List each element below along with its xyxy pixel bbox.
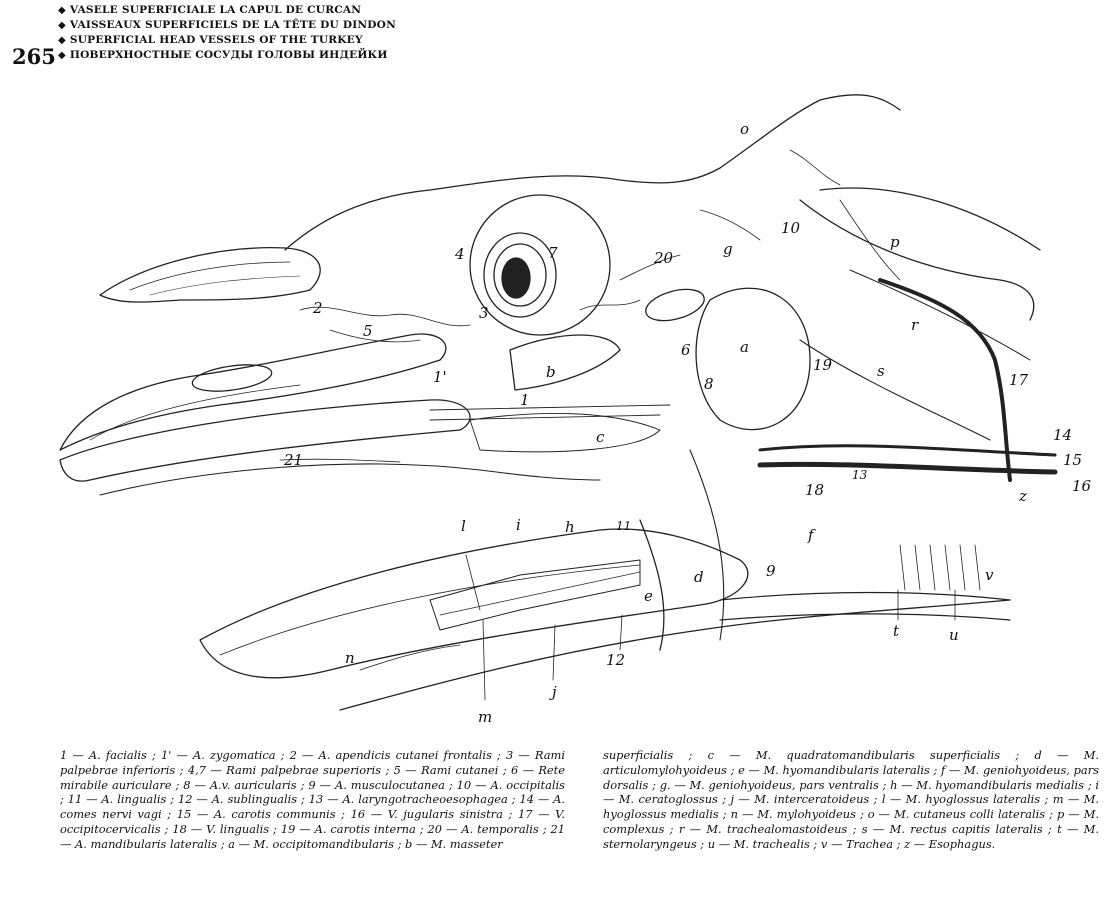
legend-right-column: superficialis ; c — M. quadratomandibularis superficialis ; d — M. articulomylohyoideus ; e — M. hyomandibularis lateralis ; f — M. geniohyoideus, pars dorsalis ; g. — M. geniohyoideus, pars ventralis ; h — M. hyomandibularis medialis ; i — M. ceratoglossus ; j — M. interceratoideus ; l — M. hyoglossus lateralis ; m — M. hyoglossus medialis ; n — M. mylohyoideus ; o — M. cutaneus colli lateralis ; p — M. complexus ; r — M. trachealomastoideus ; s — M. rectus capitis lateralis ; t — M. sternolaryngeus ; u — M. trachealis ; v — Trachea ; z — Esophagus. <box>603 748 1099 851</box>
head-outline <box>285 95 900 250</box>
vessel-15 <box>760 446 1055 455</box>
eye-orbit <box>470 195 610 335</box>
diamond-bullet-icon: ◆ <box>58 20 66 31</box>
label-o: o <box>740 120 750 138</box>
label-10: 10 <box>781 219 801 237</box>
diamond-bullet-icon: ◆ <box>58 5 66 16</box>
label-11: 11 <box>616 519 632 533</box>
label-17: 17 <box>1009 371 1029 389</box>
label-u: u <box>949 626 959 644</box>
label-e: e <box>644 587 653 605</box>
label-16: 16 <box>1072 477 1092 495</box>
label-p: p <box>890 233 900 251</box>
diamond-bullet-icon: ◆ <box>58 50 66 61</box>
label-1: 1 <box>520 391 530 409</box>
label-12: 12 <box>606 651 626 669</box>
label-3: 3 <box>479 304 489 322</box>
title-french <box>58 18 396 33</box>
label-8: 8 <box>704 375 714 393</box>
label-h: h <box>565 518 575 536</box>
neck-muscle-s <box>800 340 990 440</box>
label-15: 15 <box>1063 451 1083 469</box>
title-text: ПОВЕРХНОСТНЫЕ СОСУДЫ ГОЛОВЫ ИНДЕЙКИ <box>69 49 388 61</box>
label-21: 21 <box>284 451 304 469</box>
label-6: 6 <box>681 341 691 359</box>
diamond-bullet-icon: ◆ <box>58 35 66 46</box>
title-text: VASELE SUPERFICIALE LA CAPUL DE CURCAN <box>69 4 362 16</box>
label-b: b <box>546 363 556 381</box>
label-t: t <box>893 622 900 640</box>
label-m: m <box>478 708 493 726</box>
muscle-b <box>510 335 620 390</box>
vessel-16 <box>760 464 1055 472</box>
trachea <box>720 593 1010 601</box>
title-text: VAISSEAUX SUPERFICIELS DE LA TÊTE DU DINDON <box>69 19 396 31</box>
label-s: s <box>877 362 885 380</box>
throat-lower-edge <box>340 600 1010 710</box>
title-english <box>58 33 396 48</box>
label-r: r <box>911 316 919 334</box>
title-russian <box>58 48 396 63</box>
lower-mandible <box>200 529 748 678</box>
label-20: 20 <box>654 249 674 267</box>
label-c: c <box>596 428 605 446</box>
label-7: 7 <box>548 244 558 262</box>
label-j: j <box>552 683 557 701</box>
title-text: SUPERFICIAL HEAD VESSELS OF THE TURKEY <box>69 34 363 46</box>
label-1-prime: 1' <box>433 368 447 386</box>
plate-titles <box>58 3 396 63</box>
legend-left-column: 1 — A. facialis ; 1' — A. zygomatica ; 2 — A. apendicis cutanei frontalis ; 3 — Rami palpebrae inferioris ; 4,7 — Rami palpebrae superioris ; 5 — Rami cutanei ; 6 — Rete mirabile auriculare ; 8 — A.v. auricularis ; 9 — A. musculocutanea ; 10 — A. occipitalis ; 11 — A. lingualis ; 12 — A. sublingualis ; 13 — A. laryngotracheoesophagea ; 14 — A. comes nervi vagi ; 15 — A. carotis communis ; 16 — V. jugularis sinistra ; 17 — V. occipitocervicalis ; 18 — V. lingualis ; 19 — A. carotis interna ; 20 — A. temporalis ; 21 — A. mandibularis lateralis ; a — M. occipitomandibularis ; b — M. masseter <box>60 748 565 851</box>
plate-number: 265 <box>12 44 56 69</box>
label-a: a <box>740 338 749 356</box>
label-d: d <box>694 568 704 586</box>
neck-muscle-p <box>800 200 1034 320</box>
label-i: i <box>516 516 521 534</box>
label-18: 18 <box>805 481 825 499</box>
label-n: n <box>345 649 355 667</box>
turkey-head-illustration <box>0 90 1119 740</box>
muscle-c <box>470 413 660 451</box>
label-2: 2 <box>313 299 323 317</box>
upper-beak <box>60 334 446 450</box>
label-l: l <box>461 517 466 535</box>
label-g: g <box>723 240 733 258</box>
ear-opening <box>642 284 707 327</box>
label-9: 9 <box>766 562 776 580</box>
label-4: 4 <box>455 245 465 263</box>
label-5: 5 <box>363 322 373 340</box>
label-14: 14 <box>1053 426 1073 444</box>
label-v: v <box>985 566 994 584</box>
label-19: 19 <box>813 356 833 374</box>
snood-outline <box>100 248 320 302</box>
label-z: z <box>1019 487 1027 505</box>
label-f: f <box>808 526 814 544</box>
muscle-e <box>640 520 664 650</box>
muscle-a <box>696 288 810 429</box>
figure-labels <box>283 120 1092 726</box>
title-romanian <box>58 3 396 18</box>
label-13: 13 <box>852 468 868 482</box>
